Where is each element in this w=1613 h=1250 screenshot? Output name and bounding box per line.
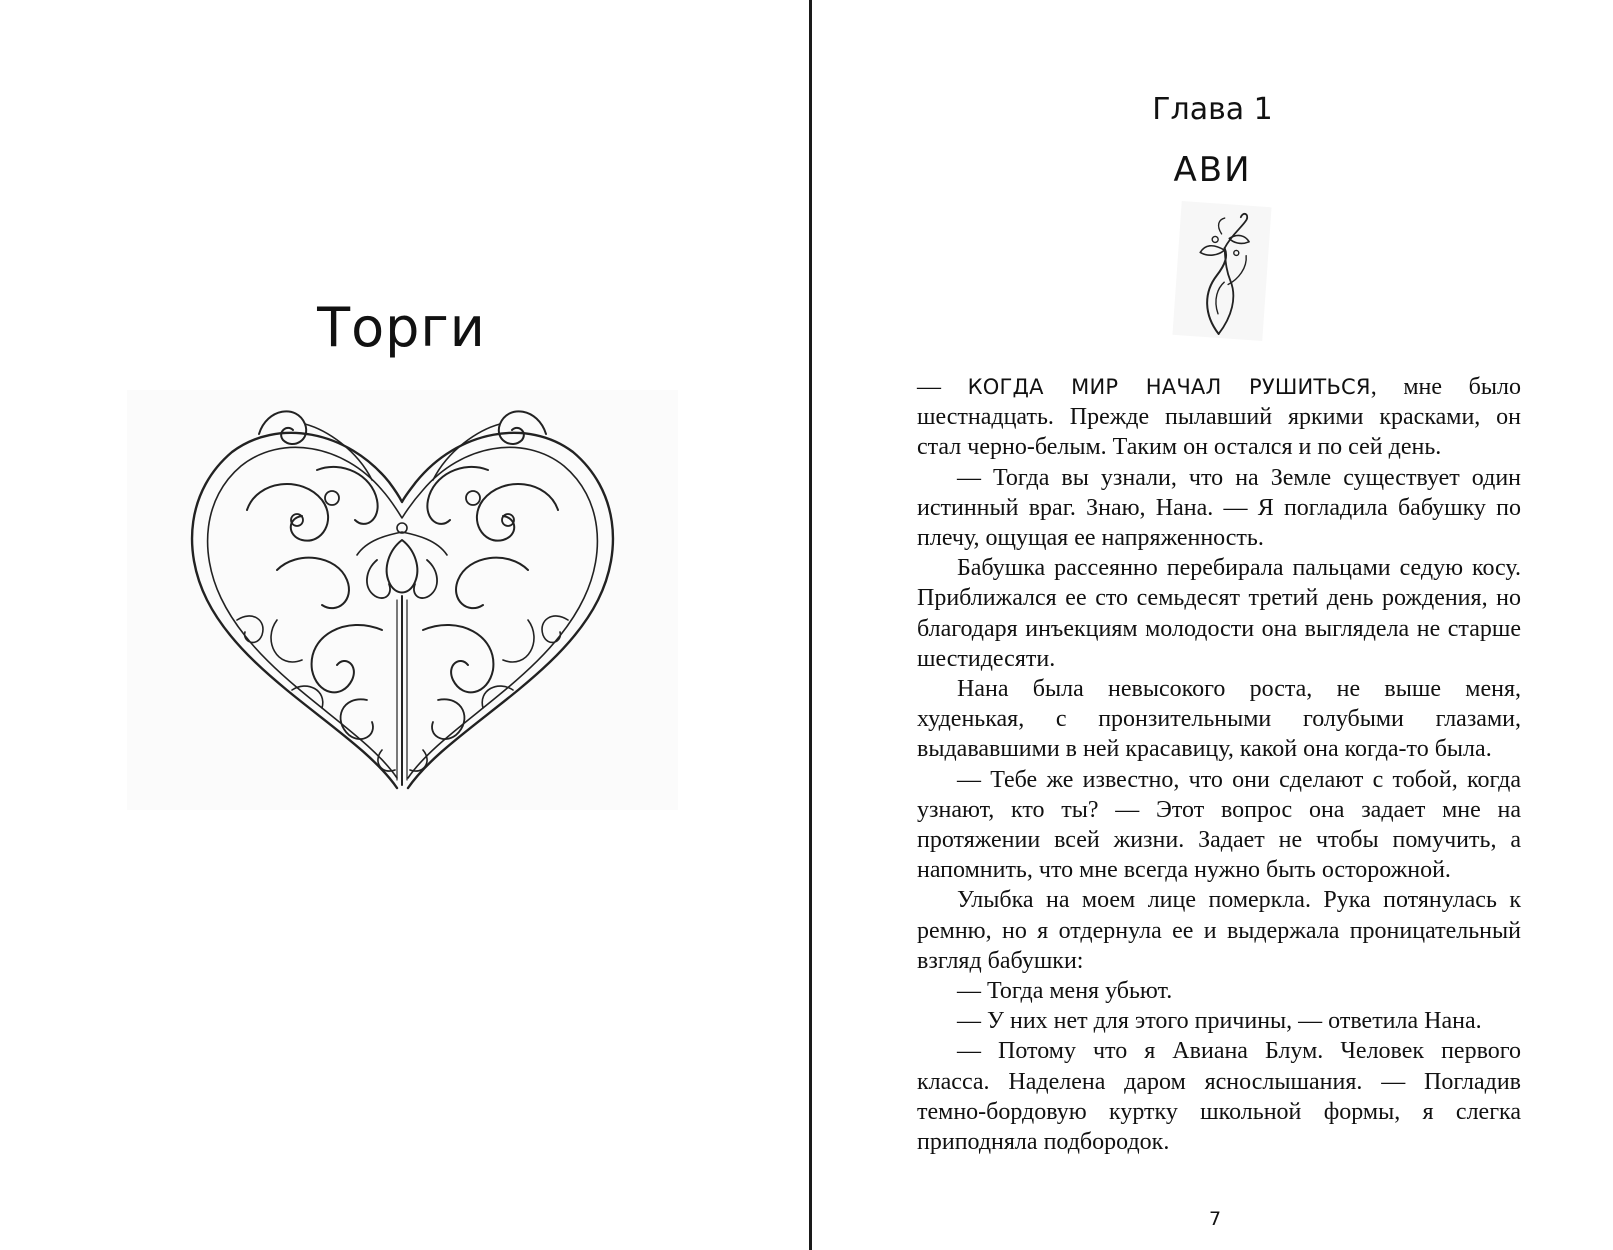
paragraph: — Потому что я Авиана Блум. Человек первого класса. Наделена даром яснослышания. — Погладив темно-бордовую куртку школьной формы, я слегка приподняла подбородок.	[917, 1038, 1521, 1156]
paragraph	[917, 372, 1521, 463]
lead-dash: —	[917, 374, 968, 400]
floral-sprig-icon	[1172, 201, 1271, 341]
chapter-label: Глава 1	[1152, 92, 1273, 127]
paragraph-text: , мне было шестнадцать. Прежде пылавший яркими красками, он стал черно-белым. Таким он остался и по сей день.	[917, 374, 1521, 461]
chapter-body	[917, 372, 1521, 1157]
heart-illustration	[127, 390, 678, 810]
paragraph: — У них нет для этого причины, — ответила Нана.	[957, 1008, 1482, 1035]
paragraph: Бабушка рассеянно перебирала пальцами седую косу. Приближался ее сто семьдесят третий день рождения, но благодаря инъекциям молодости она выглядела не старше шестидесяти.	[917, 555, 1521, 672]
paragraph: Нана была невысокого роста, не выше меня, худенькая, с пронзительными голубыми глазами, выдававшими в ней красавицу, какой она когда-то была.	[917, 676, 1521, 763]
paragraph: — Тогда вы узнали, что на Земле существует один истинный враг. Знаю, Нана. — Я погладила бабушку по плечу, ощущая ее напряженность.	[917, 464, 1521, 552]
paragraph: — Тебе же известно, что они сделают с тобой, когда узнают, кто ты? — Этот вопрос она задает мне на протяжении всей жизни. Задает не чтобы помучить, а напомнить, что мне всегда нужно быть осторожной.	[917, 766, 1521, 884]
chapter-ornament	[1172, 201, 1271, 341]
paragraph: — Тогда меня убьют.	[957, 978, 1173, 1005]
lead-caps: КОГДА МИР НАЧАЛ РУШИТЬСЯ	[967, 375, 1371, 399]
part-title: Торги	[317, 296, 486, 359]
chapter-name: АВИ	[1173, 150, 1252, 190]
page-number: 7	[1208, 1208, 1222, 1230]
paragraph: Улыбка на моем лице померкла. Рука потянулась к ремню, но я отдернула ее и выдержала проницательный взгляд бабушки:	[917, 887, 1521, 974]
ornamental-heart-icon	[127, 390, 678, 810]
